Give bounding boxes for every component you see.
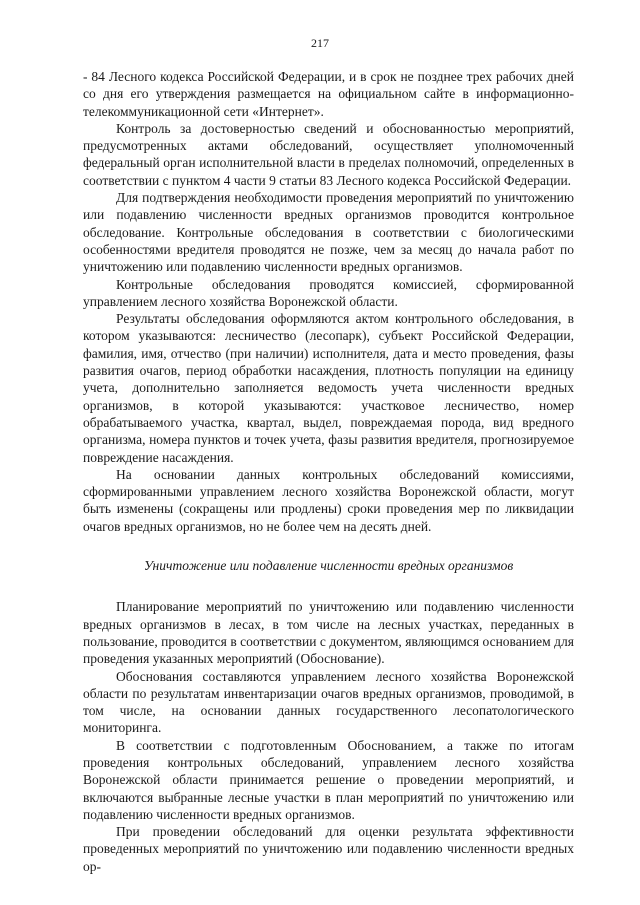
paragraph: При проведении обследований для оценки результата эффективности проведенных мероприятий по уничтожению или подавлению численности вредных ор- <box>83 824 574 874</box>
paragraph: В соответствии с подготовленным Обоснованием, а также по итогам проведения контрольных обследований, управлением лесного хозяйства Воронежской области принимается решение о проведении мероприятий, и включаются выбранные лесные участки в план мероприятий по уничтожению или подавлению численности вредных организмов. <box>83 737 574 822</box>
paragraph: Результаты обследования оформляются актом контрольного обследования, в котором указываются: лесничество (лесопарк), субъект Российской Федерации, фамилия, имя, отчество (при наличии) исполнителя, дата и место проведения, фазы развития очагов, период обработки насаждения, плотность популяции на единицу учета, дополнительно заполняется ведомость учета численности вредных организмов, в которой указываются: участковое лесничество, номер обрабатываемого участка, квартал, выдел, повреждаемая порода, вид вредного организма, номера пунктов и точек учета, фазы развития вредителя, прогнозируемое повреждение насаждения. <box>83 311 574 465</box>
paragraph-continuation: - 84 Лесного кодекса Российской Федерации, и в срок не позднее трех рабочих дней со дня его утверждения размещается на официальном сайте в информационно-телекоммуникационной сети «Интернет». <box>83 69 574 119</box>
page-number: 217 <box>311 36 329 50</box>
paragraph: Контроль за достоверностью сведений и обоснованностью мероприятий, предусмотренных актами обследований, осуществляет уполномоченный федеральный орган исполнительной власти в пределах полномочий, определенных в соответствии с пунктом 4 части 9 статьи 83 Лесного кодекса Российской Федерации. <box>83 120 574 188</box>
section-heading: Уничтожение или подавление численности вредных организмов <box>143 558 514 574</box>
paragraph: Планирование мероприятий по уничтожению или подавлению численности вредных организмов в лесах, в том числе на лесных участках, переданных в пользование, проводится в соответствии с документом, являющимся основанием для проведения указанных мероприятий (Обоснование). <box>83 599 574 667</box>
paragraph: Для подтверждения необходимости проведения мероприятий по уничтожению или подавлению численности вредных организмов проводится контрольное обследование. Контрольные обследования в соответствии с биологическими особенностями вредителя проводятся не позже, чем за месяц до начала работ по уничтожению или подавлению численности вредных организмов. <box>83 190 574 275</box>
paragraph: Контрольные обследования проводятся комиссией, сформированной управлением лесного хозяйства Воронежской области. <box>83 276 574 309</box>
paragraph: На основании данных контрольных обследований комиссиями, сформированными управлением лесного хозяйства Воронежской области, могут быть изменены (сокращены или продлены) сроки проведения мер по ликвидации очагов вредных организмов, но не более чем на десять дней. <box>83 466 574 534</box>
document-body <box>83 68 574 875</box>
paragraph: Обоснования составляются управлением лесного хозяйства Воронежской области по результатам инвентаризации очагов вредных организмов, проводимой, в том числе, на основании данных государственного лесопатологического мониторинга. <box>83 668 574 736</box>
